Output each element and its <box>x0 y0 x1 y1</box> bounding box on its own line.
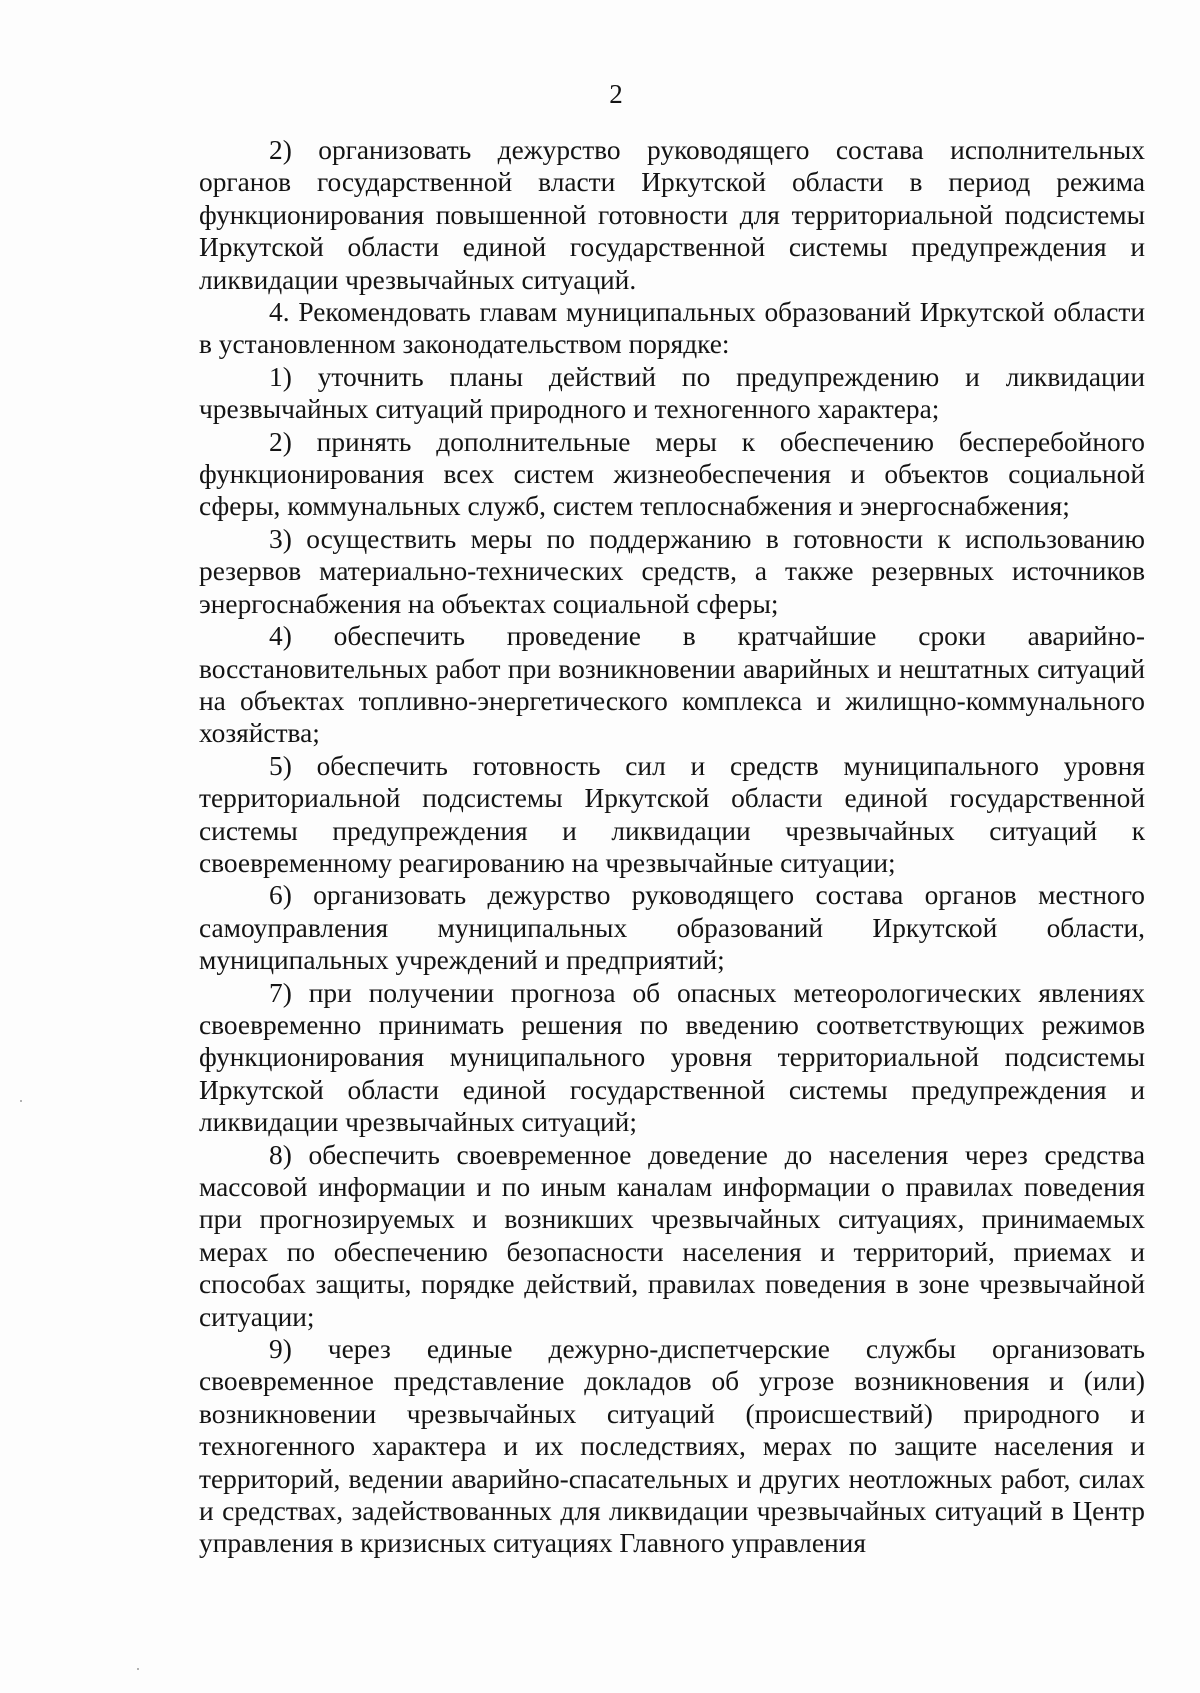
scan-speck <box>137 1668 139 1670</box>
paragraph-item-3: 3) осуществить меры по поддержанию в готовности к использованию резервов материально-технических средств, а также резервных источников энергоснабжения на объектах социальной сферы; <box>199 523 1145 619</box>
scan-speck <box>20 1100 22 1102</box>
paragraph-item-1: 1) уточнить планы действий по предупреждению и ликвидации чрезвычайных ситуаций природного и техногенного характера; <box>199 361 1145 425</box>
paragraph-item-2: 2) организовать дежурство руководящего состава исполнительных органов государственной власти Иркутской области в период режима функционирования повышенной готовности для территориальной подсистемы Иркутской области единой государственной системы предупреждения и ликвидации чрезвычайных ситуаций. <box>199 135 1145 295</box>
paragraph-item-9: 9) через единые дежурно-диспетчерские службы организовать своевременное представление докладов об угрозе возникновения и (или) возникновении чрезвычайных ситуаций (происшествий) природного и техногенного характера и их последствиях, мерах по защите населения и территорий, ведении аварийно-спасательных и других неотложных работ, силах и средствах, задействованных для ликвидации чрезвычайных ситуаций в Центр управления в кризисных ситуациях Главного управления <box>199 1334 1145 1559</box>
document-body <box>199 134 1145 1560</box>
paragraph-item-7: 7) при получении прогноза об опасных метеорологических явлениях своевременно принимать решения по введению соответствующих режимов функционирования муниципального уровня территориальной подсистемы Иркутской области единой государственной системы предупреждения и ликвидации чрезвычайных ситуаций; <box>199 977 1145 1138</box>
paragraph-item-6: 6) организовать дежурство руководящего состава органов местного самоуправления муниципальных образований Иркутской области, муниципальных учреждений и предприятий; <box>199 880 1145 976</box>
paragraph-item-5: 5) обеспечить готовность сил и средств муниципального уровня территориальной подсистемы Иркутской области единой государственной системы предупреждения и ликвидации чрезвычайных ситуаций к своевременному реагированию на чрезвычайные ситуации; <box>199 750 1145 878</box>
paragraph-item-8: 8) обеспечить своевременное доведение до населения через средства массовой информации и по иным каналам информации о правилах поведения при прогнозируемых и возникших чрезвычайных ситуациях, принимаемых мерах по обеспечению безопасности населения и территорий, приемах и способах защиты, порядке действий, правилах поведения в зоне чрезвычайной ситуации; <box>199 1139 1145 1332</box>
paragraph-item-4: 4) обеспечить проведение в кратчайшие сроки аварийно-восстановительных работ при возникновении аварийных и нештатных ситуаций на объектах топливно-энергетического комплекса и жилищно-коммунального хозяйства; <box>199 621 1145 749</box>
paragraph-item-2-life-support: 2) принять дополнительные меры к обеспечению бесперебойного функционирования всех систем жизнеобеспечения и объектов социальной сферы, коммунальных служб, систем теплоснабжения и энергоснабжения; <box>199 426 1145 522</box>
page-number: 2 <box>609 79 623 109</box>
paragraph-section-4: 4. Рекомендовать главам муниципальных образований Иркутской области в установленном законодательством порядке: <box>199 297 1145 360</box>
